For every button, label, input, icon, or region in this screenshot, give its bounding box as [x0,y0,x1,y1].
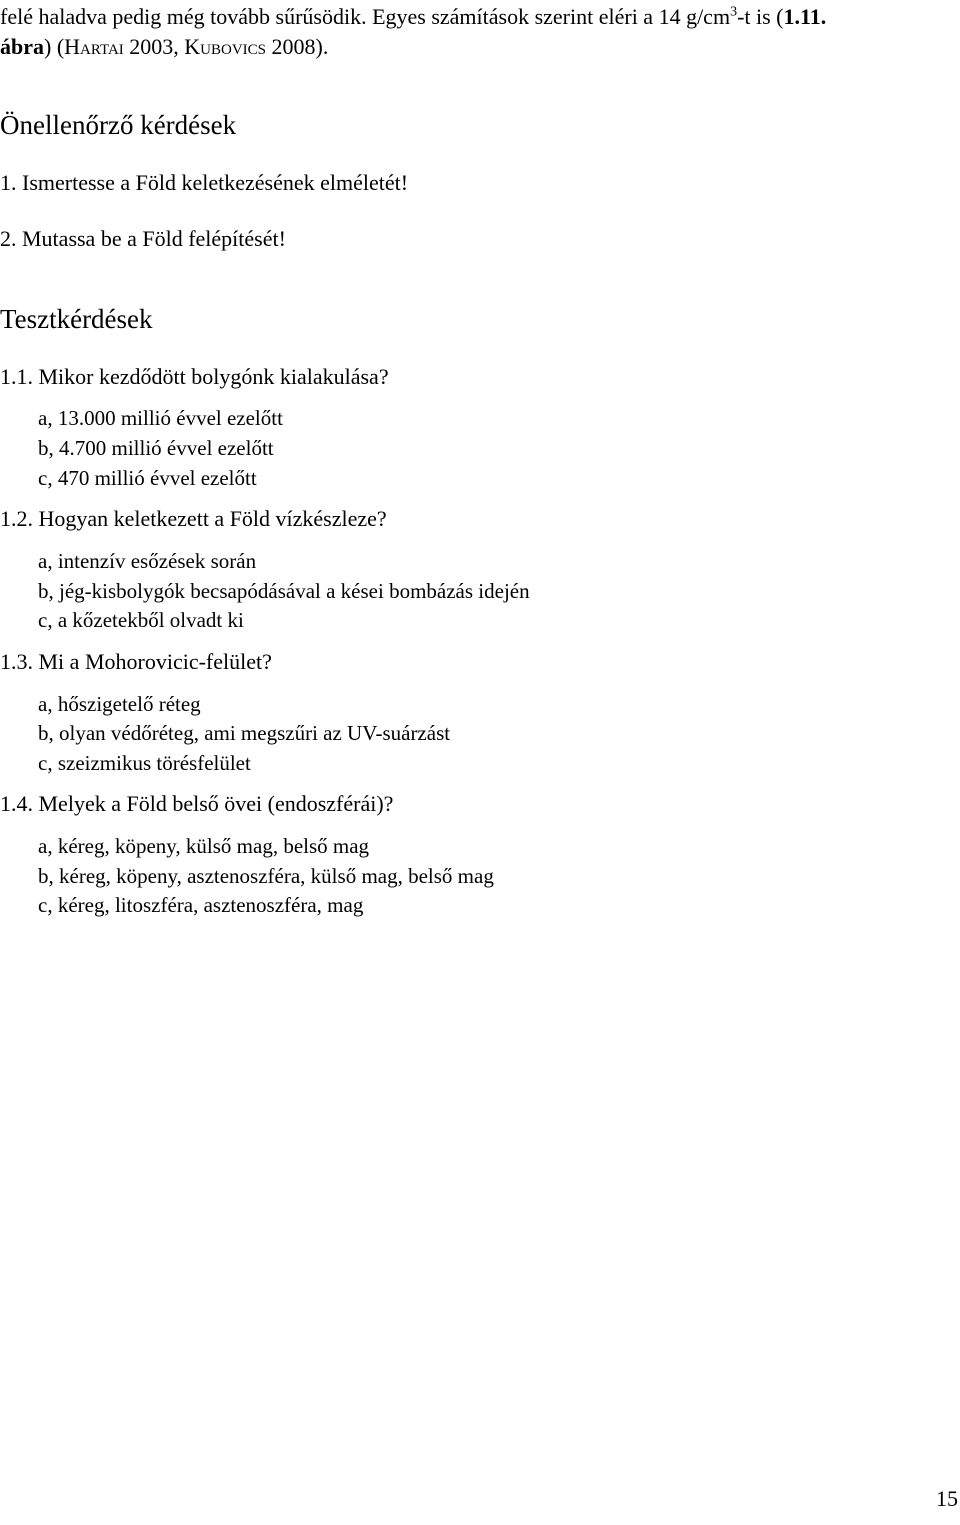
test-heading: Tesztkérdések [0,304,153,334]
answer-option: a, intenzív esőzések során [38,549,257,573]
intro-line-2 [0,36,328,58]
answer-option: c, 470 millió évvel ezelőtt [38,466,257,490]
superscript-3: 3 [730,4,738,20]
intro-text-after: -t is ( [737,4,784,29]
answer-option: c, szeizmikus törésfelület [38,751,251,775]
citation-text: 2003, K [123,34,201,59]
intro-line-1 [0,6,826,28]
answer-option: b, kéreg, köpeny, asztenoszféra, külső mag, belső mag [38,864,494,888]
figure-reference: 1.11. [783,4,827,29]
answer-option: c, a kőzetekből olvadt ki [38,608,244,632]
citation-text: 2008). [266,34,329,59]
page-number: 15 [936,1486,958,1511]
intro-text: felé haladva pedig még tovább sűrűsödik. Egyes számítások szerint eléri a 14 g/cm [0,4,731,29]
question-1-1: 1.1. Mikor kezdődött bolygónk kialakulása? [0,364,389,389]
answer-option: c, kéreg, litoszféra, asztenoszféra, mag [38,893,364,917]
answer-option: b, jég-kisbolygók becsapódásával a kései bombázás idején [38,579,530,603]
question-1-4: 1.4. Melyek a Föld belső övei (endoszférái)? [0,791,394,816]
question-1-2: 1.2. Hogyan keletkezett a Föld vízkészleze? [0,506,387,531]
self-check-item: 1. Ismertesse a Föld keletkezésének elméletét! [0,170,409,195]
citation-text: ) (H [44,34,81,59]
answer-option: a, 13.000 millió évvel ezelőtt [38,406,283,430]
answer-option: b, 4.700 millió évvel ezelőtt [38,436,274,460]
figure-reference-word: ábra [0,34,44,59]
answer-option: b, olyan védőréteg, ami megszűri az UV-suárzást [38,721,451,745]
self-check-item: 2. Mutassa be a Föld felépítését! [0,226,286,251]
answer-option: a, kéreg, köpeny, külső mag, belső mag [38,834,370,858]
answer-option: a, hőszigetelő réteg [38,692,201,716]
citation-smallcaps: ARTAI [80,42,124,58]
self-check-heading: Önellenőrző kérdések [0,110,237,140]
citation-smallcaps: UBOVICS [200,42,267,58]
question-1-3: 1.3. Mi a Mohorovicic-felület? [0,649,272,674]
